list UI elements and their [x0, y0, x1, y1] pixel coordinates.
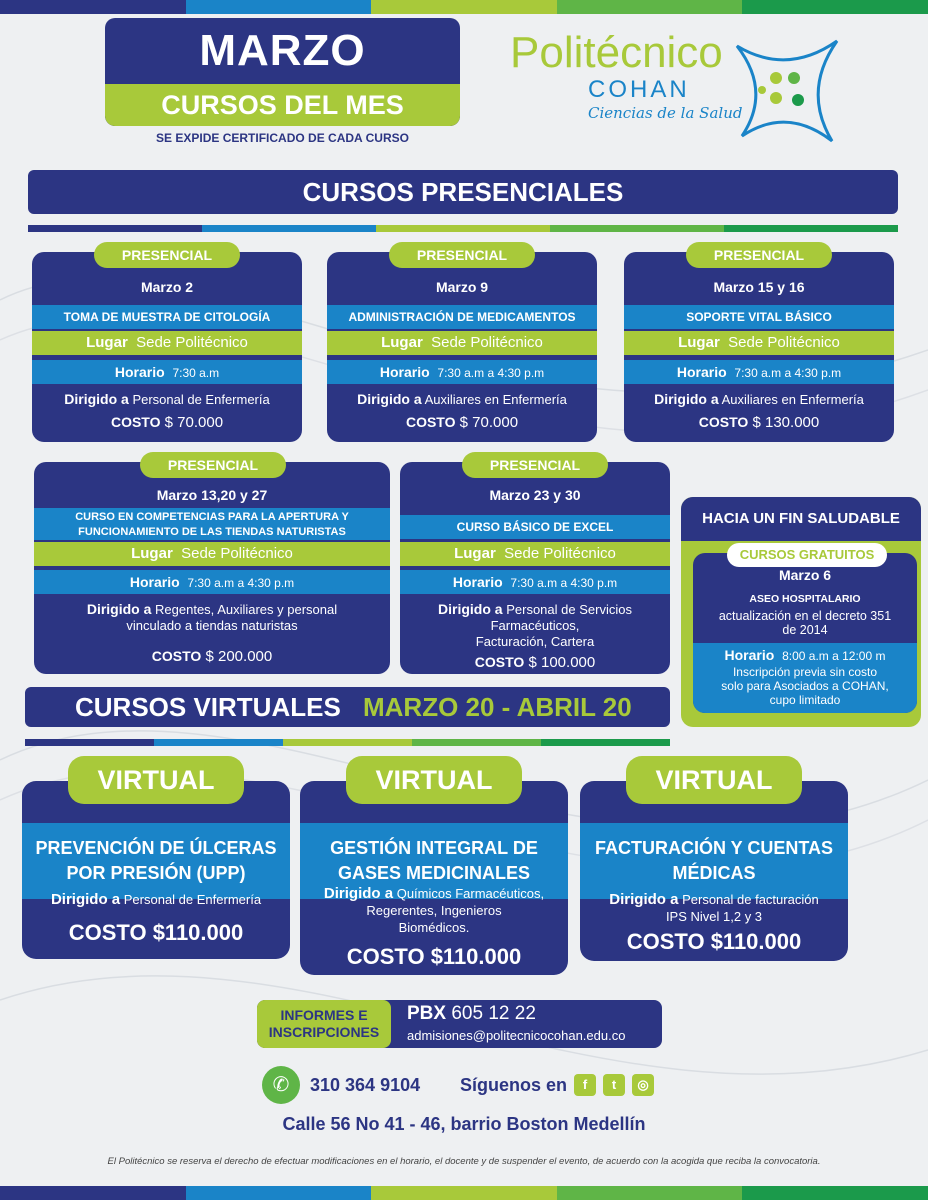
schedule-label: Horario: [379, 364, 430, 380]
cost-label: COSTO: [474, 654, 525, 670]
dirigido-label: Dirigido a: [64, 391, 129, 407]
free-course-details: [693, 643, 917, 713]
course-audience: [34, 601, 390, 634]
audience-value: Regentes, Auxiliares y personal: [155, 602, 338, 617]
divider: [25, 739, 670, 746]
virtual-course-title: [580, 823, 848, 899]
course-title: CURSO BÁSICO DE EXCEL: [400, 515, 670, 539]
schedule-label: Horario: [452, 574, 503, 590]
place-value: Sede Politécnico: [504, 545, 616, 562]
course-schedule-row: [32, 360, 302, 384]
virtual-course-audience: [308, 885, 560, 936]
place-label: Lugar: [454, 545, 496, 562]
audience-value: Personal de Enfermería: [123, 892, 262, 907]
place-label: Lugar: [678, 334, 720, 351]
virtual-tag: VIRTUAL: [68, 756, 244, 804]
fin-saludable-box: [681, 497, 921, 727]
course-cost: [32, 414, 302, 431]
audience-value: vinculado a tiendas naturistas: [126, 618, 298, 633]
course-place-row: [624, 331, 894, 355]
schedule-label: Horario: [676, 364, 727, 380]
virtual-title-line: MÉDICAS: [672, 863, 756, 883]
free-course-note: [693, 665, 917, 707]
audience-value: Biomédicos.: [398, 920, 470, 935]
course-title: TOMA DE MUESTRA DE CITOLOGÍA: [32, 305, 302, 329]
cost-value: $ 70.000: [164, 414, 224, 431]
presencial-tag: PRESENCIAL: [462, 452, 608, 478]
virtual-tag: VIRTUAL: [346, 756, 522, 804]
dirigido-label: Dirigido a: [86, 601, 152, 617]
course-title-line: CURSO EN COMPETENCIAS PARA LA APERTURA Y: [75, 511, 349, 523]
email-link[interactable]: admisiones@politecnicocohan.edu.co: [407, 1028, 626, 1043]
free-course-date: Marzo 6: [778, 567, 832, 583]
month-title: MARZO: [199, 26, 366, 75]
course-title-line: FUNCIONAMIENTO DE LAS TIENDAS NATURISTAS: [78, 526, 346, 538]
informes-label-line: INSCRIPCIONES: [268, 1024, 380, 1040]
free-course-title: ASEO HOSPITALARIO: [749, 593, 861, 605]
audience-value: Personal de Enfermería: [132, 392, 270, 407]
certificate-note: SE EXPIDE CERTIFICADO DE CADA CURSO: [156, 131, 409, 145]
presencial-tag: PRESENCIAL: [686, 242, 832, 268]
virtual-banner-title: CURSOS VIRTUALES: [75, 692, 341, 722]
audience-value: Facturación, Cartera: [475, 634, 595, 649]
virtual-title-line: FACTURACIÓN Y CUENTAS: [594, 838, 834, 858]
course-schedule-row: [624, 360, 894, 384]
pbx-line: [407, 1003, 536, 1025]
course-cost: [624, 414, 894, 431]
whatsapp-icon[interactable]: ✆: [262, 1066, 300, 1104]
dirigido-label: Dirigido a: [323, 885, 394, 902]
audience-value: Auxiliares en Enfermería: [721, 392, 864, 407]
politecnico-cohan-logo: [510, 28, 850, 148]
audience-value: Auxiliares en Enfermería: [424, 392, 567, 407]
course-title: SOPORTE VITAL BÁSICO: [624, 305, 894, 329]
free-course-desc-line: actualización en el decreto 351: [718, 609, 892, 623]
audience-value: IPS Nivel 1,2 y 3: [665, 909, 763, 924]
virtual-tag: VIRTUAL: [626, 756, 802, 804]
presencial-card-medicamentos: [327, 247, 597, 442]
header-title-box: [105, 18, 460, 126]
cost-value: $ 100.000: [528, 654, 596, 671]
free-course-schedule: [693, 647, 917, 663]
pbx-label: PBX: [407, 1003, 447, 1024]
follow-us-label: Síguenos en: [460, 1075, 568, 1095]
schedule-value: 7:30 a.m a 4:30 p.m: [734, 366, 842, 380]
schedule-value: 7:30 a.m: [172, 366, 220, 380]
facebook-icon[interactable]: f: [574, 1074, 596, 1096]
virtual-course-cost: COSTO $110.000: [626, 929, 802, 954]
dirigido-label: Dirigido a: [50, 891, 121, 908]
schedule-label: Horario: [724, 647, 775, 663]
fin-saludable-title: HACIA UN FIN SALUDABLE: [681, 497, 921, 541]
place-value: Sede Politécnico: [431, 334, 543, 351]
cost-label: COSTO: [151, 648, 202, 664]
course-cost: [400, 654, 670, 671]
course-place-row: [400, 542, 670, 566]
course-date: Marzo 23 y 30: [489, 487, 581, 503]
logo-name: Politécnico: [510, 28, 723, 77]
twitter-icon[interactable]: t: [603, 1074, 625, 1096]
presencial-tag: PRESENCIAL: [389, 242, 535, 268]
free-course-card: [693, 553, 917, 713]
virtual-course-audience: [588, 891, 840, 925]
schedule-label: Horario: [114, 364, 165, 380]
free-course-desc-line: de 2014: [782, 623, 828, 637]
disclaimer: El Politécnico se reserva el derecho de efectuar modificaciones en el horario, el docente y de suspender el evento, de acuerdo con la acogida que reciba la convocatoria.: [107, 1156, 821, 1167]
course-title: ADMINISTRACIÓN DE MEDICAMENTOS: [327, 305, 597, 329]
dirigido-label: Dirigido a: [357, 391, 422, 407]
presencial-tag: PRESENCIAL: [140, 452, 286, 478]
virtual-title-line: GASES MEDICINALES: [337, 863, 531, 883]
course-schedule-row: [34, 570, 390, 594]
virtual-course-cost: COSTO $110.000: [346, 944, 522, 969]
logo-brand: COHAN: [588, 76, 690, 103]
courses-of-month-title: CURSOS DEL MES: [105, 84, 460, 126]
virtual-title-line: POR PRESIÓN (UPP): [66, 863, 246, 883]
instagram-icon[interactable]: ◎: [632, 1074, 654, 1096]
course-audience: [32, 391, 302, 408]
course-audience: [624, 391, 894, 408]
place-value: Sede Politécnico: [136, 334, 248, 351]
course-date: Marzo 9: [435, 279, 489, 295]
course-schedule-row: [400, 570, 670, 594]
course-place-row: [32, 331, 302, 355]
course-place-row: [34, 542, 390, 566]
presencial-card-tiendas-naturistas: [34, 457, 390, 674]
course-cost: [327, 414, 597, 431]
logo-tagline: Ciencias de la Salud: [588, 104, 743, 122]
place-label: Lugar: [381, 334, 423, 351]
informes-label: [257, 1000, 391, 1048]
free-course-note-line: cupo limitado: [769, 693, 841, 707]
free-course-note-line: solo para Asociados a COHAN,: [721, 679, 889, 693]
course-audience: [327, 391, 597, 408]
course-cost: [34, 648, 390, 665]
pbx-number: 605 12 22: [451, 1003, 536, 1024]
cost-value: $ 130.000: [752, 414, 820, 431]
cursos-gratuitos-tag: CURSOS GRATUITOS: [727, 543, 887, 567]
virtual-card-gases: [300, 765, 568, 975]
logo-star-icon: [732, 36, 842, 146]
cost-label: COSTO: [110, 414, 161, 430]
course-place-row: [327, 331, 597, 355]
place-label: Lugar: [131, 545, 173, 562]
presencial-card-citologia: [32, 247, 302, 442]
course-date: Marzo 13,20 y 27: [156, 487, 268, 503]
audience-value: Farmacéuticos,: [490, 618, 580, 633]
course-date: Marzo 2: [140, 279, 194, 295]
place-value: Sede Politécnico: [181, 545, 293, 562]
audience-value: Personal de facturación: [682, 892, 819, 907]
cost-value: $ 200.000: [205, 648, 273, 665]
schedule-value: 7:30 a.m a 4:30 p.m: [510, 576, 618, 590]
top-color-stripe: [0, 0, 928, 14]
dirigido-label: Dirigido a: [654, 391, 719, 407]
virtual-banner: [25, 687, 670, 727]
schedule-label: Horario: [129, 574, 180, 590]
virtual-card-facturacion: [580, 765, 848, 961]
presencial-banner: CURSOS PRESENCIALES: [28, 170, 898, 214]
presencial-tag: PRESENCIAL: [94, 242, 240, 268]
audience-value: Químicos Farmacéuticos,: [396, 886, 545, 901]
schedule-value: 7:30 a.m a 4:30 p.m: [437, 366, 545, 380]
address: Calle 56 No 41 - 46, barrio Boston Medellín: [282, 1114, 646, 1134]
course-schedule-row: [327, 360, 597, 384]
mobile-number[interactable]: 310 364 9104: [310, 1075, 421, 1095]
dirigido-label: Dirigido a: [609, 891, 679, 908]
course-title: [34, 508, 390, 540]
virtual-course-cost: COSTO $110.000: [68, 920, 244, 945]
course-date: Marzo 15 y 16: [713, 279, 805, 295]
virtual-course-audience: [30, 891, 282, 908]
free-course-desc: [693, 609, 917, 637]
place-label: Lugar: [86, 334, 128, 351]
schedule-value: 8:00 a.m a 12:00 m: [782, 649, 886, 663]
free-course-note-line: Inscripción previa sin costo: [732, 665, 878, 679]
divider: [28, 225, 898, 232]
virtual-card-upp: [22, 765, 290, 959]
dirigido-label: Dirigido a: [438, 601, 503, 617]
course-audience: [400, 601, 670, 650]
virtual-banner-dates: MARZO 20 - ABRIL 20: [363, 692, 632, 722]
contact-row: [262, 1066, 682, 1106]
cost-label: COSTO: [405, 414, 456, 430]
audience-value: Regerentes, Ingenieros: [366, 903, 502, 918]
cost-value: $ 70.000: [459, 414, 519, 431]
bottom-color-stripe: [0, 1186, 928, 1200]
presencial-card-excel: [400, 457, 670, 674]
audience-value: Personal de Servicios: [506, 602, 632, 617]
virtual-course-title: [22, 823, 290, 899]
virtual-title-line: GESTIÓN INTEGRAL DE: [330, 838, 538, 858]
schedule-value: 7:30 a.m a 4:30 p.m: [187, 576, 295, 590]
informes-label-line: INFORMES E: [280, 1007, 368, 1023]
cost-label: COSTO: [698, 414, 749, 430]
place-value: Sede Politécnico: [728, 334, 840, 351]
virtual-title-line: PREVENCIÓN DE ÚLCERAS: [35, 838, 277, 858]
informes-box: [257, 1000, 662, 1048]
presencial-card-soporte-vital: [624, 247, 894, 442]
